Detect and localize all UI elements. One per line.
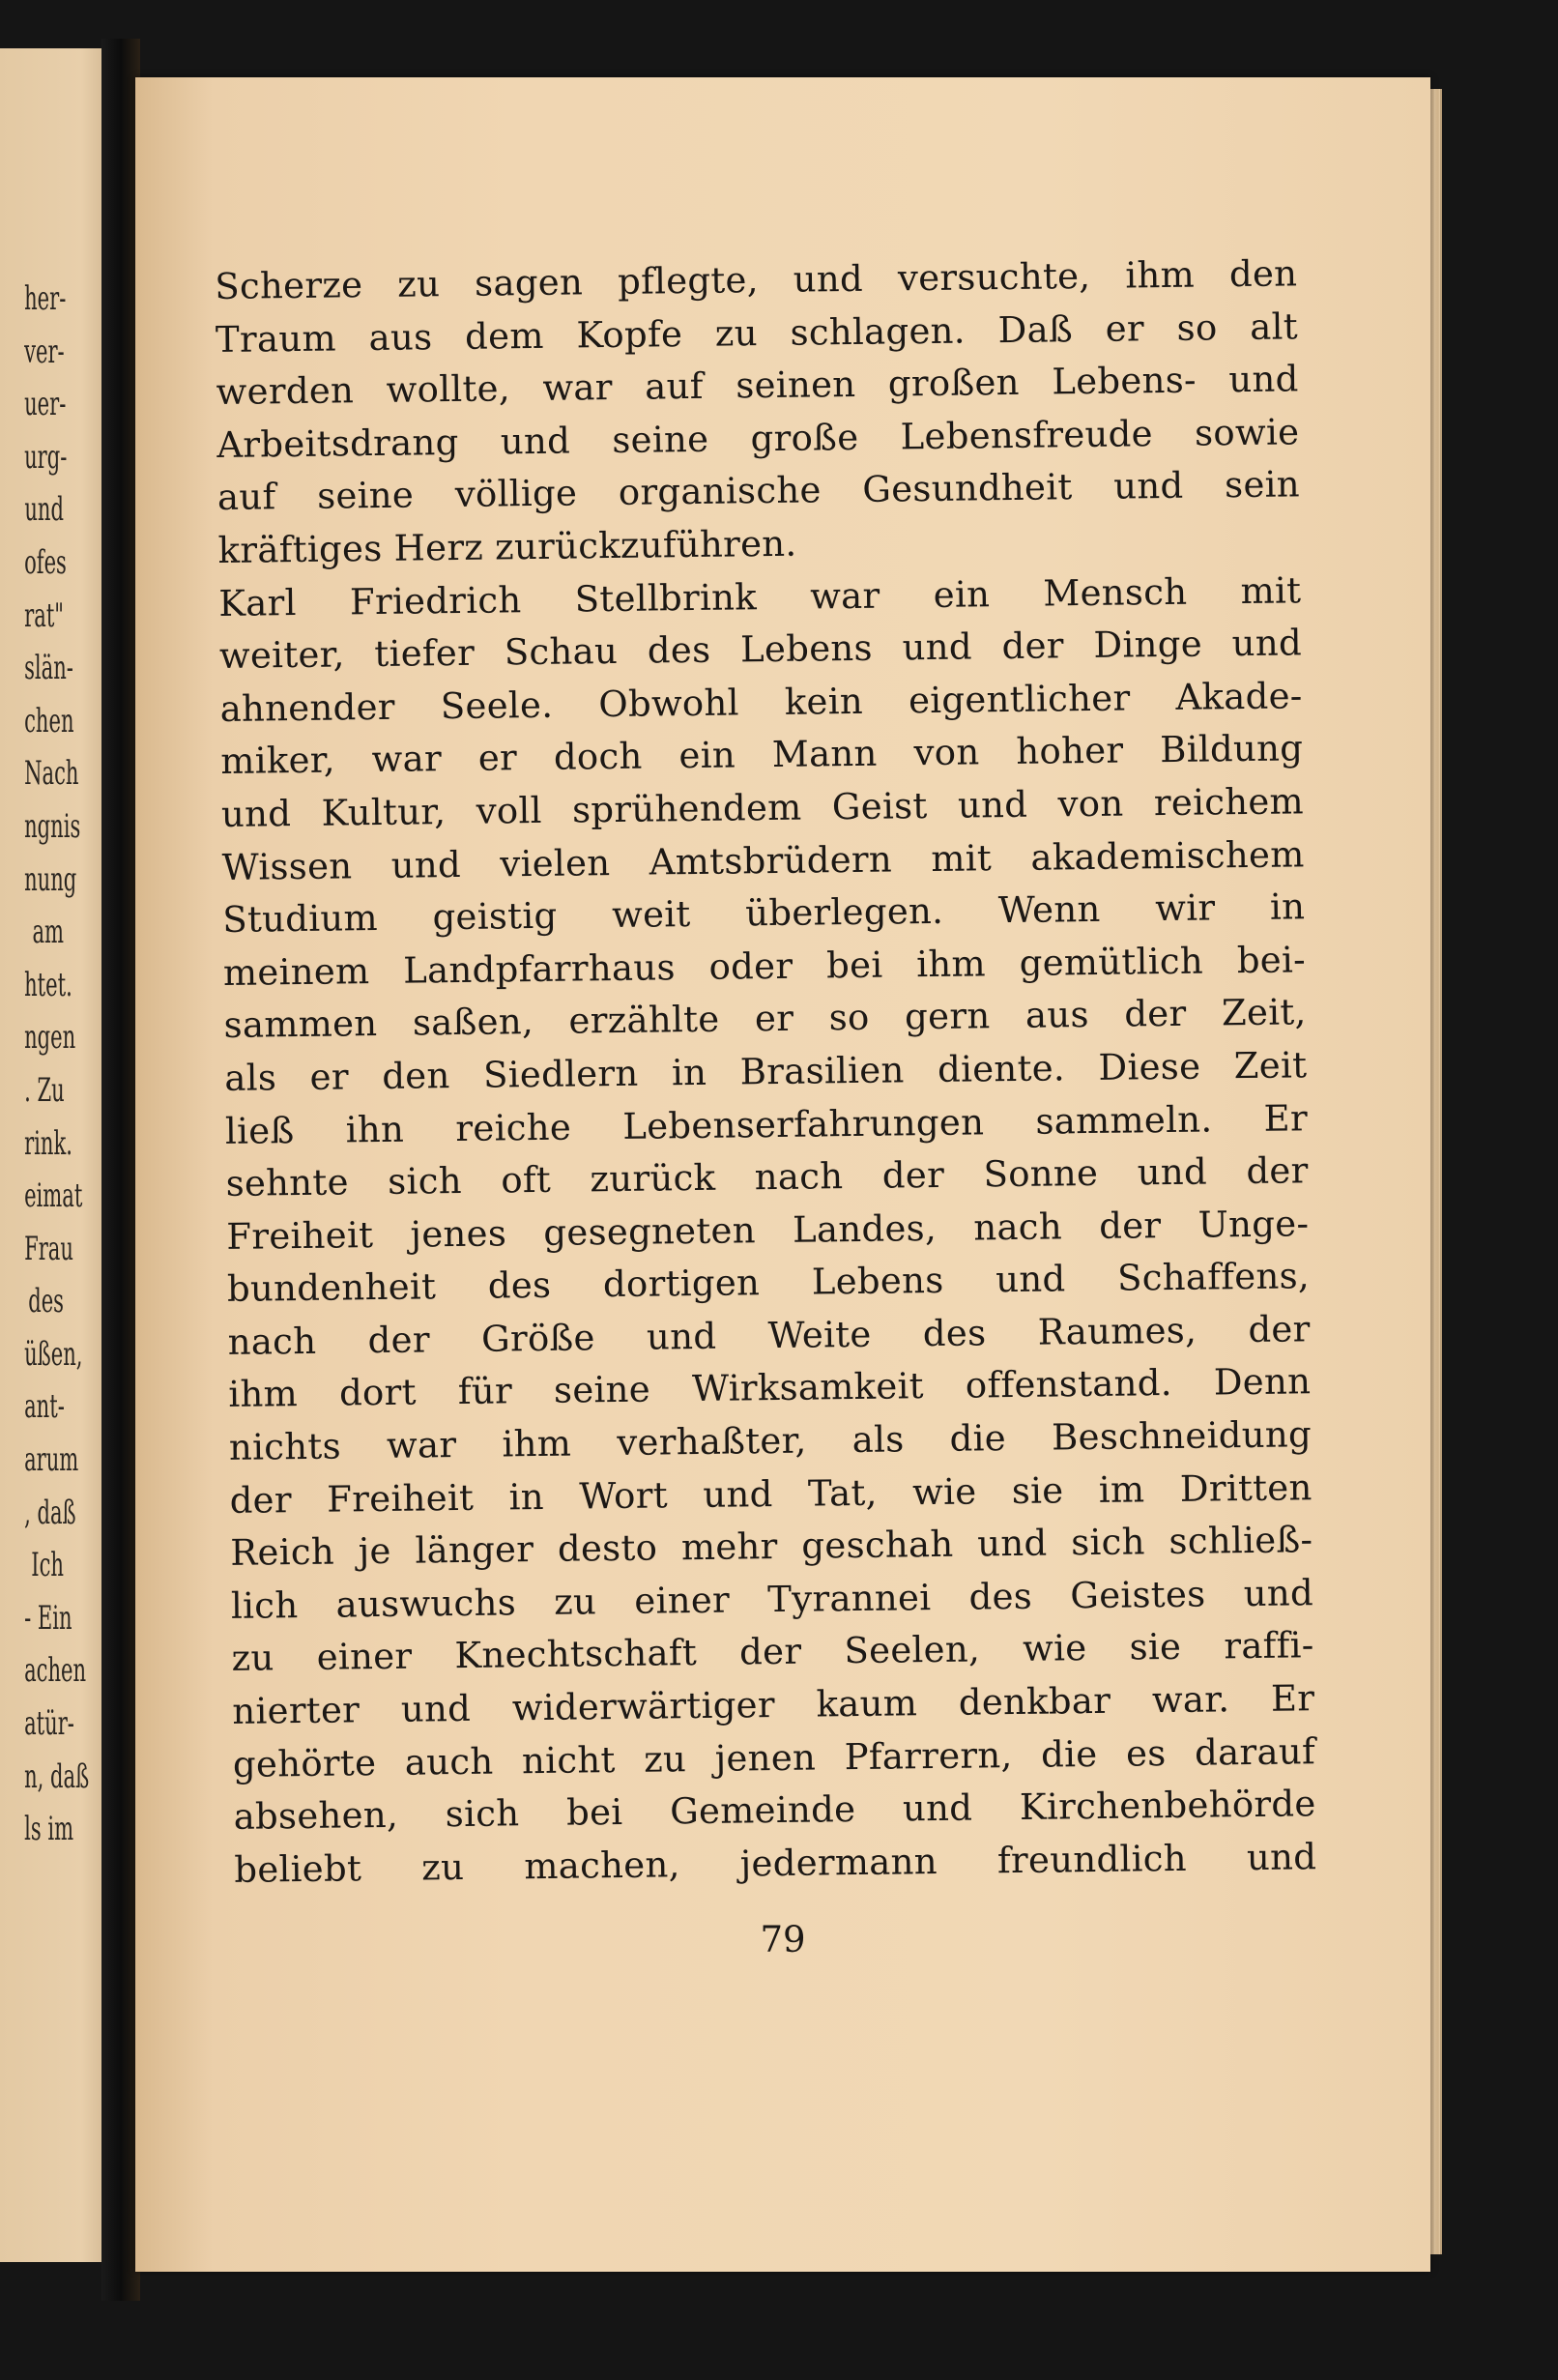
left-page-fragment: achen: [24, 1651, 87, 1691]
left-page-fragment: arum: [24, 1440, 79, 1480]
text-line: Wissen und vielen Amtsbrüdern mit akademischem: [221, 832, 1305, 888]
text-line: weiter, tiefer Schau des Lebens und der Dinge und: [218, 622, 1303, 678]
text-line: Scherze zu sagen pflegte, und versuchte, ihm den: [215, 252, 1298, 307]
left-page-fragment: uer-: [24, 385, 67, 424]
left-page-text-fragments: [0, 273, 90, 1856]
page-number: 79: [760, 1919, 806, 1960]
text-line: sammen saßen, erzählte er so gern aus der Zeit,: [223, 991, 1307, 1047]
left-page-fragment: , daß: [24, 1493, 76, 1532]
left-facing-page: [0, 48, 116, 2262]
text-line: nichts war ihm verhaßter, als die Beschneidung: [228, 1413, 1313, 1468]
text-line: Studium geistig weit überlegen. Wenn wir in: [222, 885, 1306, 942]
left-page-fragment: Ich: [31, 1546, 64, 1585]
text-line: nierter und widerwärtiger kaum denkbar war. Er: [232, 1677, 1315, 1732]
left-page-fragment: nung: [24, 859, 77, 899]
left-page-fragment: n, daß: [24, 1756, 90, 1796]
text-line: meinem Landpfarrhaus oder bei ihm gemütlich bei-: [222, 938, 1307, 994]
text-line: als er den Siedlern in Brasilien diente. Diese Zeit: [224, 1044, 1308, 1099]
left-page-fragment: her-: [24, 279, 67, 318]
left-page-fragment: slän-: [24, 649, 73, 688]
text-line: werden wollte, war auf seinen großen Lebens- und: [216, 358, 1299, 414]
left-page-fragment: ls im: [24, 1810, 74, 1849]
text-line: Reich je länger desto mehr geschah und sich schließ-: [230, 1519, 1313, 1575]
left-page-fragment: ngen: [24, 1018, 76, 1058]
text-line: Traum aus dem Kopfe zu schlagen. Daß er so alt: [215, 305, 1299, 361]
left-page-fragment: üßen,: [24, 1334, 83, 1374]
left-page-fragment: eimat: [24, 1176, 83, 1216]
text-line: Arbeitsdrang und seine große Lebensfreude sowie: [216, 411, 1300, 466]
text-line: der Freiheit in Wort und Tat, wie sie im Dritten: [229, 1466, 1313, 1522]
left-page-fragment: des: [28, 1282, 65, 1321]
body-text: [215, 247, 1317, 1897]
text-line: beliebt zu machen, jedermann freundlich und: [234, 1836, 1317, 1891]
left-page-fragment: ngnis: [24, 806, 81, 846]
text-line: ahnender Seele. Obwohl kein eigentlicher Akade-: [219, 675, 1303, 730]
text-line: und Kultur, voll sprühendem Geist und von reichem: [220, 780, 1305, 835]
left-page-fragment: . Zu: [24, 1070, 65, 1110]
text-line: Karl Friedrich Stellbrink war ein Mensch mit: [218, 568, 1302, 624]
left-page-fragment: urg-: [24, 437, 68, 477]
text-line: ließ ihn reiche Lebenserfahrungen sammeln. Er: [224, 1096, 1309, 1152]
text-line: nach der Größe und Weite des Raumes, der: [227, 1308, 1311, 1363]
left-page-fragment: ant-: [24, 1387, 65, 1427]
left-page-fragment: atür-: [24, 1704, 74, 1744]
left-page-fragment: Frau: [24, 1229, 73, 1268]
left-page-fragment: Nach: [24, 754, 79, 794]
text-line: zu einer Knechtschaft der Seelen, wie sie raffi-: [231, 1624, 1314, 1680]
text-line: absehen, sich bei Gemeinde und Kirchenbehörde: [233, 1783, 1316, 1839]
left-page-fragment: und: [24, 490, 64, 530]
left-page-fragment: am: [32, 913, 64, 952]
text-line: miker, war er doch ein Mann von hoher Bildung: [220, 727, 1304, 783]
text-line: lich auswuchs zu einer Tyrannei des Geistes und: [230, 1572, 1314, 1627]
left-page-fragment: rat": [24, 595, 64, 635]
text-line: sehnte sich oft zurück nach der Sonne und der: [225, 1149, 1309, 1205]
left-page-fragment: rink.: [24, 1123, 72, 1163]
book-gutter: [101, 39, 140, 2301]
text-line: ihm dort für seine Wirksamkeit offenstand. Denn: [228, 1360, 1312, 1416]
text-line: kräftiges Herz zurückzuführen.: [217, 522, 797, 571]
left-page-fragment: ofes: [24, 542, 67, 582]
text-line: bundenheit des dortigen Lebens und Schaffens,: [226, 1255, 1311, 1311]
left-page-fragment: htet.: [24, 965, 72, 1004]
left-page-fragment: chen: [24, 701, 74, 740]
right-page: [135, 77, 1430, 2272]
text-line: Freiheit jenes gesegneten Landes, nach der Unge-: [226, 1202, 1310, 1258]
left-page-fragment: ver-: [24, 332, 65, 371]
text-line: gehörte auch nicht zu jenen Pfarrern, die es darauf: [232, 1729, 1316, 1785]
text-line: auf seine völlige organische Gesundheit und sein: [216, 463, 1301, 519]
left-page-fragment: - Ein: [24, 1598, 72, 1638]
